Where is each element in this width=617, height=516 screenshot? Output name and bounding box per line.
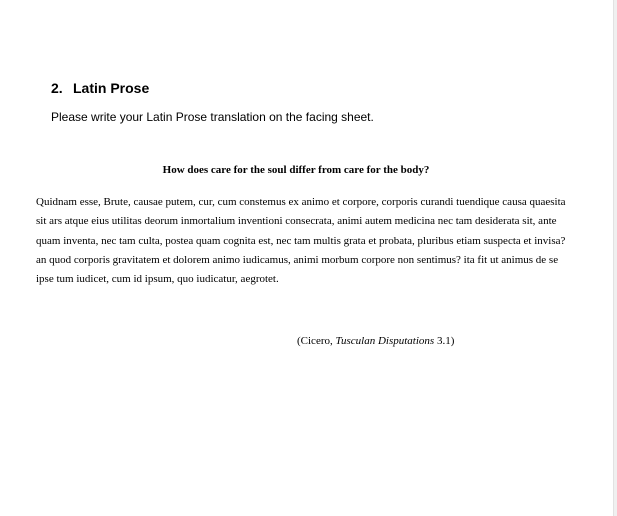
citation-author: (Cicero,: [297, 335, 336, 347]
section-number: 2.: [51, 80, 63, 96]
latin-passage: Quidnam esse, Brute, causae putem, cur, cum constemus ex animo et corpore, corporis curandi tuendique causa quaesita sit ars atque eius utilitas deorum inmortalium inventioni consecrata, animi autem medicina nec tam desiderata sit, ante quam inventa, nec tam culta, postea quam cognita est, nec tam multis grata et probata, pluribus etiam suspecta et invisa? an quod corporis gravitatem et dolorem animo iudicamus, animi morbum corpore non sentimus? ita fit ut animus de se ipse tum iudicet, cum id ipsum, quo iudicatur, aegrotet.: [36, 196, 566, 286]
section-heading: [51, 80, 149, 96]
section-title: Latin Prose: [73, 80, 150, 96]
passage-title: How does care for the soul differ from care for the body?: [162, 164, 430, 176]
scrollbar-track[interactable]: [613, 0, 617, 516]
citation-reference: 3.1): [434, 335, 455, 347]
citation-work-title: Tusculan Disputations: [335, 335, 435, 347]
citation: [297, 335, 454, 347]
section-instruction: Please write your Latin Prose translation on the facing sheet.: [51, 110, 374, 124]
